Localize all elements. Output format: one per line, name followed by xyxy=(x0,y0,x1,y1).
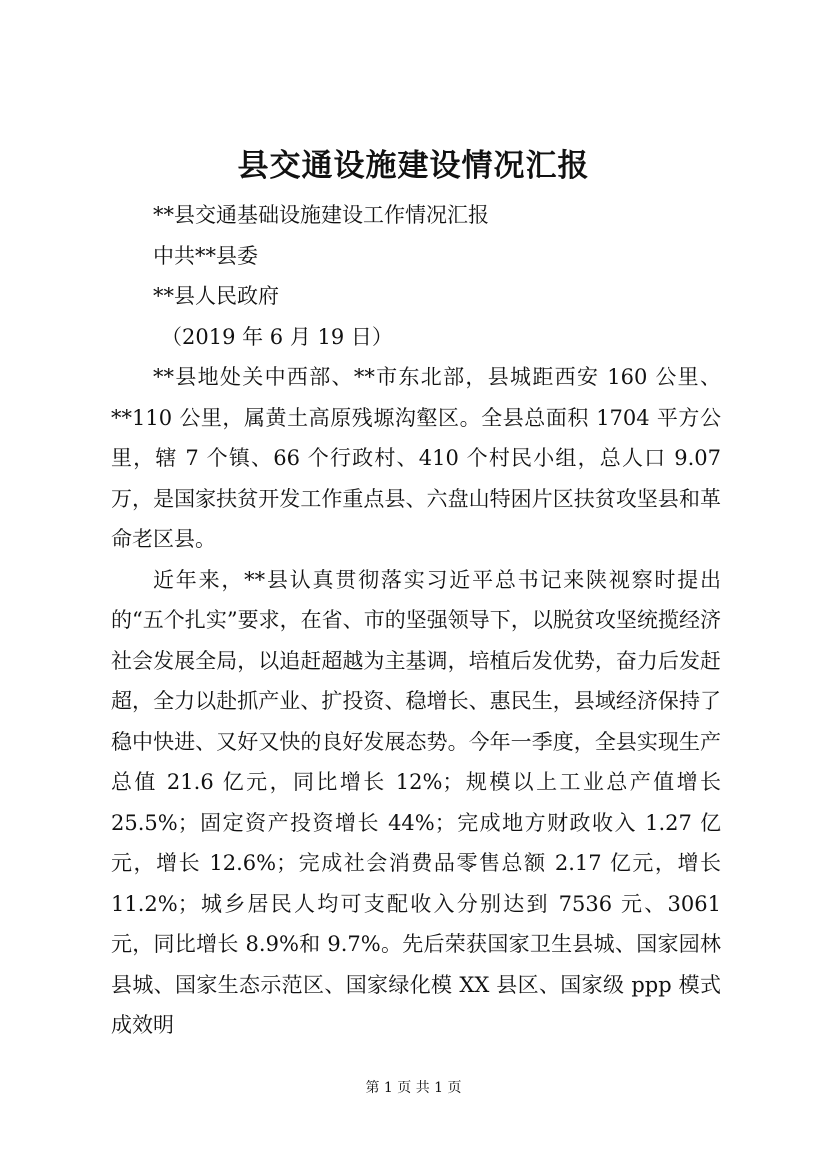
issuer-party-committee: 中共**县委 xyxy=(153,243,258,268)
report-subtitle: **县交通基础设施建设工作情况汇报 xyxy=(153,203,489,227)
document-body xyxy=(111,195,721,1046)
document-title: 县交通设施建设情况汇报 xyxy=(237,148,590,184)
paragraph-development-summary: 近年来，**县认真贯彻落实习近平总书记来陕视察时提出的“五个扎实”要求，在省、市的坚强领导下，以脱贫攻坚统揽经济社会发展全局，以追赶超越为主基调，培植后发优势，奋力后发赶超，全力以赴抓产业、扩投资、稳增长、惠民生，县域经济保持了稳中快进、又好又快的良好发展态势。今年一季度，全县实现生产总值 21.6 亿元，同比增长 12%；规模以上工业总产值增长 25.5%；固定资产投资增长 44%；完成地方财政收入 1.27 亿元，增长 12.6%；完成社会消费品零售总额 2.17 亿元，增长 11.2%；城乡居民人均可支配收入分别达到 7536 元、3061 元，同比增长 8.9%和 9.7%。先后荣获国家卫生县城、国家园林县城、国家生态示范区、国家绿化模 XX 县区、国家级 ppp 模式成效明 xyxy=(111,567,721,1037)
issuer-government: **县人民政府 xyxy=(153,284,279,308)
paragraph-county-overview: **县地处关中西部、**市东北部，县城距西安 160 公里、**110 公里，属黄土高原残塬沟壑区。全县总面积 1704 平方公里，辖 7 个镇、66 个行政村、410 个村民小组，总人口 9.07 万，是国家扶贫开发工作重点县、六盘山特困片区扶贫攻坚县和革命老区县。 xyxy=(111,365,721,551)
report-date: （2019 年 6 月 19 日） xyxy=(161,324,393,349)
page-footer: 第 1 页 共 1 页 xyxy=(365,1080,462,1096)
